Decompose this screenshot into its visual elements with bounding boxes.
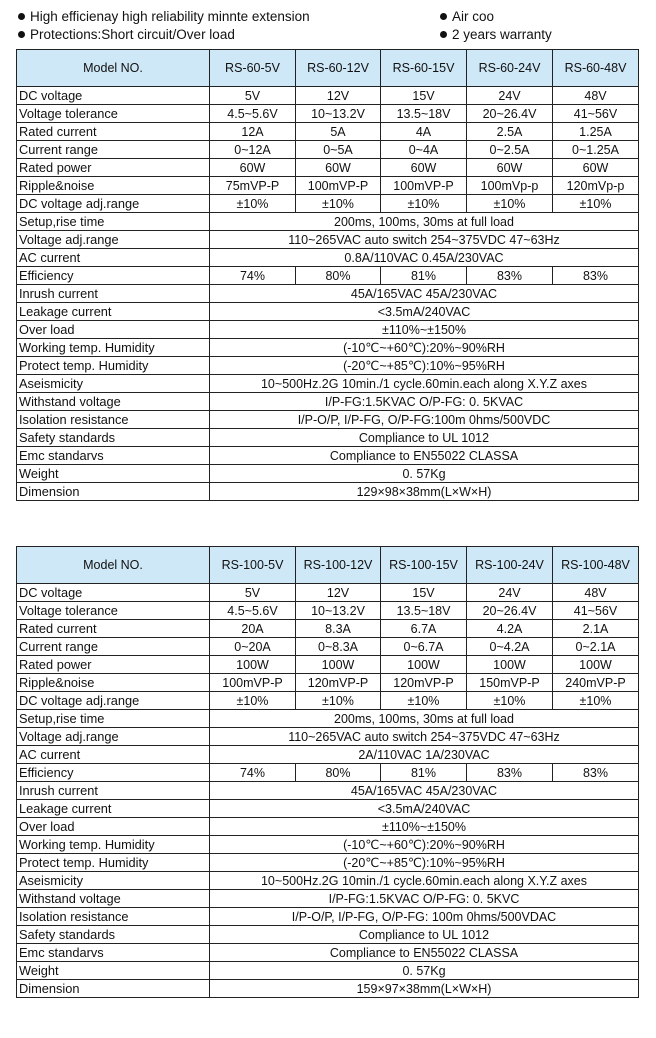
bullet-row xyxy=(18,8,638,26)
header-row xyxy=(17,547,639,584)
cell-value: 20~26.4V xyxy=(467,602,553,620)
cell-value: 0~2.5A xyxy=(467,141,553,159)
spec-table-body xyxy=(17,50,639,501)
cell-value: 0~5A xyxy=(296,141,381,159)
cell-value: ±10% xyxy=(210,692,296,710)
row-label: Aseismicity xyxy=(17,375,210,393)
table-row xyxy=(17,249,639,267)
cell-value: 4.5~5.6V xyxy=(210,602,296,620)
table-row xyxy=(17,620,639,638)
cell-value: 0~12A xyxy=(210,141,296,159)
cell-value: 5V xyxy=(210,584,296,602)
cell-value: 120mVP-P xyxy=(381,674,467,692)
table-row xyxy=(17,746,639,764)
model-name: RS-60-5V xyxy=(210,50,296,87)
row-label: DC voltage xyxy=(17,584,210,602)
cell-value-span: Compliance to UL 1012 xyxy=(210,926,639,944)
table-row xyxy=(17,728,639,746)
cell-value-span: (-10℃~+60℃):20%~90%RH xyxy=(210,836,639,854)
cell-value: 120mVp-p xyxy=(553,177,639,195)
cell-value: 4.5~5.6V xyxy=(210,105,296,123)
cell-value: 10~13.2V xyxy=(296,105,381,123)
cell-value: 5V xyxy=(210,87,296,105)
cell-value: 0~1.25A xyxy=(553,141,639,159)
header-model-no: Model NO. xyxy=(17,547,210,584)
cell-value-span: 10~500Hz.2G 10min./1 cycle.60min.each along X.Y.Z axes xyxy=(210,375,639,393)
bullet-icon xyxy=(18,31,25,38)
table-row xyxy=(17,782,639,800)
table-row xyxy=(17,890,639,908)
row-label: Voltage adj.range xyxy=(17,728,210,746)
model-name: RS-100-12V xyxy=(296,547,381,584)
table-row xyxy=(17,692,639,710)
table-row xyxy=(17,710,639,728)
table-row xyxy=(17,908,639,926)
model-name: RS-60-24V xyxy=(467,50,553,87)
bullet-item xyxy=(18,26,440,44)
cell-value: ±10% xyxy=(210,195,296,213)
cell-value: 6.7A xyxy=(381,620,467,638)
table-row xyxy=(17,944,639,962)
model-name: RS-60-12V xyxy=(296,50,381,87)
row-label: Dimension xyxy=(17,483,210,501)
cell-value: 83% xyxy=(467,267,553,285)
header-model-no: Model NO. xyxy=(17,50,210,87)
row-label: Ripple&noise xyxy=(17,674,210,692)
cell-value: 80% xyxy=(296,764,381,782)
cell-value: ±10% xyxy=(381,195,467,213)
cell-value-span: 0. 57Kg xyxy=(210,465,639,483)
table-row xyxy=(17,962,639,980)
cell-value: 24V xyxy=(467,87,553,105)
bullet-row xyxy=(18,26,638,44)
cell-value-span: <3.5mA/240VAC xyxy=(210,303,639,321)
cell-value-span: <3.5mA/240VAC xyxy=(210,800,639,818)
cell-value: ±10% xyxy=(296,195,381,213)
row-label: Setup,rise time xyxy=(17,710,210,728)
cell-value: 60W xyxy=(467,159,553,177)
table-row xyxy=(17,339,639,357)
row-label: Inrush current xyxy=(17,782,210,800)
row-label: Protect temp. Humidity xyxy=(17,854,210,872)
row-label: Over load xyxy=(17,321,210,339)
cell-value: 150mVP-P xyxy=(467,674,553,692)
row-label: Weight xyxy=(17,962,210,980)
table-row xyxy=(17,674,639,692)
cell-value-span: ±110%~±150% xyxy=(210,818,639,836)
cell-value: 24V xyxy=(467,584,553,602)
cell-value: 74% xyxy=(210,764,296,782)
row-label: Over load xyxy=(17,818,210,836)
cell-value: 41~56V xyxy=(553,105,639,123)
cell-value-span: 110~265VAC auto switch 254~375VDC 47~63Hz xyxy=(210,231,639,249)
table-row xyxy=(17,800,639,818)
table-row xyxy=(17,836,639,854)
cell-value: 0~2.1A xyxy=(553,638,639,656)
cell-value: 5A xyxy=(296,123,381,141)
cell-value: 20A xyxy=(210,620,296,638)
cell-value: 48V xyxy=(553,584,639,602)
cell-value-span: I/P-FG:1.5KVAC O/P-FG: 0. 5KVC xyxy=(210,890,639,908)
cell-value-span: (-10℃~+60℃):20%~90%RH xyxy=(210,339,639,357)
row-label: Ripple&noise xyxy=(17,177,210,195)
model-name: RS-100-48V xyxy=(553,547,639,584)
row-label: DC voltage adj.range xyxy=(17,692,210,710)
cell-value: 100W xyxy=(467,656,553,674)
feature-bullets xyxy=(18,8,638,44)
bullet-icon xyxy=(18,13,25,20)
table-row xyxy=(17,429,639,447)
cell-value-span: Compliance to EN55022 CLASSA xyxy=(210,447,639,465)
table-row xyxy=(17,926,639,944)
cell-value: 8.3A xyxy=(296,620,381,638)
cell-value: 81% xyxy=(381,267,467,285)
table-row xyxy=(17,213,639,231)
bullet-text: 2 years warranty xyxy=(452,27,552,42)
cell-value: 0~6.7A xyxy=(381,638,467,656)
row-label: Safety standards xyxy=(17,429,210,447)
cell-value-span: 110~265VAC auto switch 254~375VDC 47~63Hz xyxy=(210,728,639,746)
row-label: Protect temp. Humidity xyxy=(17,357,210,375)
cell-value-span: 129×98×38mm(L×W×H) xyxy=(210,483,639,501)
model-name: RS-60-15V xyxy=(381,50,467,87)
table-row xyxy=(17,447,639,465)
model-name: RS-100-15V xyxy=(381,547,467,584)
cell-value: 0~20A xyxy=(210,638,296,656)
bullet-icon xyxy=(440,13,447,20)
table-row xyxy=(17,159,639,177)
table-row xyxy=(17,854,639,872)
cell-value: 0~8.3A xyxy=(296,638,381,656)
cell-value: 100mVp-p xyxy=(467,177,553,195)
row-label: Emc standarvs xyxy=(17,447,210,465)
row-label: DC voltage xyxy=(17,87,210,105)
row-label: Isolation resistance xyxy=(17,908,210,926)
cell-value: 74% xyxy=(210,267,296,285)
row-label: Working temp. Humidity xyxy=(17,339,210,357)
header-row xyxy=(17,50,639,87)
row-label: Efficiency xyxy=(17,764,210,782)
model-name: RS-100-5V xyxy=(210,547,296,584)
cell-value-span: Compliance to EN55022 CLASSA xyxy=(210,944,639,962)
cell-value: 2.5A xyxy=(467,123,553,141)
row-label: Current range xyxy=(17,141,210,159)
cell-value-span: 200ms, 100ms, 30ms at full load xyxy=(210,213,639,231)
cell-value: 20~26.4V xyxy=(467,105,553,123)
row-label: Weight xyxy=(17,465,210,483)
cell-value: 41~56V xyxy=(553,602,639,620)
cell-value-span: 159×97×38mm(L×W×H) xyxy=(210,980,639,998)
bullet-item xyxy=(18,8,440,26)
table-row xyxy=(17,141,639,159)
row-label: Dimension xyxy=(17,980,210,998)
cell-value: 10~13.2V xyxy=(296,602,381,620)
table-row xyxy=(17,87,639,105)
table-row xyxy=(17,267,639,285)
model-name: RS-60-48V xyxy=(553,50,639,87)
table-row xyxy=(17,483,639,501)
table-row xyxy=(17,195,639,213)
cell-value: 100W xyxy=(381,656,467,674)
cell-value: 1.25A xyxy=(553,123,639,141)
table-row xyxy=(17,357,639,375)
table-row xyxy=(17,764,639,782)
row-label: Rated current xyxy=(17,123,210,141)
table-row xyxy=(17,818,639,836)
cell-value: 12A xyxy=(210,123,296,141)
cell-value: 81% xyxy=(381,764,467,782)
cell-value: 15V xyxy=(381,584,467,602)
cell-value: 83% xyxy=(553,267,639,285)
table-row xyxy=(17,321,639,339)
cell-value-span: 0. 57Kg xyxy=(210,962,639,980)
cell-value: 4.2A xyxy=(467,620,553,638)
bullet-text: Air coo xyxy=(452,9,495,24)
row-label: Voltage tolerance xyxy=(17,602,210,620)
cell-value: 12V xyxy=(296,584,381,602)
cell-value-span: 0.8A/110VAC 0.45A/230VAC xyxy=(210,249,639,267)
table-row xyxy=(17,465,639,483)
cell-value: 2.1A xyxy=(553,620,639,638)
row-label: Efficiency xyxy=(17,267,210,285)
cell-value: ±10% xyxy=(467,195,553,213)
cell-value: 75mVP-P xyxy=(210,177,296,195)
cell-value: 0~4.2A xyxy=(467,638,553,656)
cell-value: 60W xyxy=(553,159,639,177)
table-row xyxy=(17,980,639,998)
table-row xyxy=(17,123,639,141)
cell-value-span: Compliance to UL 1012 xyxy=(210,429,639,447)
table-row xyxy=(17,602,639,620)
spec-table-body xyxy=(17,547,639,998)
row-label: Leakage current xyxy=(17,800,210,818)
cell-value-span: (-20℃~+85℃):10%~95%RH xyxy=(210,854,639,872)
cell-value: ±10% xyxy=(553,195,639,213)
cell-value: 0~4A xyxy=(381,141,467,159)
row-label: DC voltage adj.range xyxy=(17,195,210,213)
table-row xyxy=(17,231,639,249)
row-label: Voltage tolerance xyxy=(17,105,210,123)
cell-value-span: 45A/165VAC 45A/230VAC xyxy=(210,782,639,800)
cell-value: 12V xyxy=(296,87,381,105)
bullet-text: Protections:Short circuit/Over load xyxy=(30,27,235,42)
row-label: AC current xyxy=(17,249,210,267)
table-row xyxy=(17,584,639,602)
cell-value-span: 10~500Hz.2G 10min./1 cycle.60min.each along X.Y.Z axes xyxy=(210,872,639,890)
row-label: Leakage current xyxy=(17,303,210,321)
cell-value: 60W xyxy=(381,159,467,177)
table-row xyxy=(17,303,639,321)
row-label: Rated power xyxy=(17,656,210,674)
bullet-icon xyxy=(440,31,447,38)
cell-value-span: I/P-O/P, I/P-FG, O/P-FG:100m 0hms/500VDC xyxy=(210,411,639,429)
row-label: Isolation resistance xyxy=(17,411,210,429)
table-row xyxy=(17,393,639,411)
cell-value: ±10% xyxy=(467,692,553,710)
cell-value: 100W xyxy=(296,656,381,674)
cell-value-span: 200ms, 100ms, 30ms at full load xyxy=(210,710,639,728)
cell-value: 100mVP-P xyxy=(381,177,467,195)
row-label: Setup,rise time xyxy=(17,213,210,231)
cell-value: 240mVP-P xyxy=(553,674,639,692)
cell-value-span: ±110%~±150% xyxy=(210,321,639,339)
row-label: Emc standarvs xyxy=(17,944,210,962)
row-label: Safety standards xyxy=(17,926,210,944)
cell-value: 13.5~18V xyxy=(381,105,467,123)
table-row xyxy=(17,177,639,195)
cell-value: ±10% xyxy=(296,692,381,710)
table-row xyxy=(17,285,639,303)
row-label: Rated power xyxy=(17,159,210,177)
table-row xyxy=(17,656,639,674)
cell-value-span: I/P-FG:1.5KVAC O/P-FG: 0. 5KVAC xyxy=(210,393,639,411)
cell-value: 80% xyxy=(296,267,381,285)
spec-table-rs-60 xyxy=(16,49,639,501)
table-row xyxy=(17,638,639,656)
row-label: Current range xyxy=(17,638,210,656)
cell-value: 100mVP-P xyxy=(210,674,296,692)
row-label: AC current xyxy=(17,746,210,764)
cell-value: ±10% xyxy=(553,692,639,710)
cell-value: 48V xyxy=(553,87,639,105)
row-label: Withstand voltage xyxy=(17,890,210,908)
cell-value: 83% xyxy=(553,764,639,782)
cell-value: 120mVP-P xyxy=(296,674,381,692)
table-row xyxy=(17,411,639,429)
bullet-item xyxy=(440,26,552,44)
cell-value-span: (-20℃~+85℃):10%~95%RH xyxy=(210,357,639,375)
cell-value: 83% xyxy=(467,764,553,782)
cell-value-span: 45A/165VAC 45A/230VAC xyxy=(210,285,639,303)
cell-value-span: 2A/110VAC 1A/230VAC xyxy=(210,746,639,764)
cell-value: 60W xyxy=(210,159,296,177)
cell-value: ±10% xyxy=(381,692,467,710)
cell-value: 13.5~18V xyxy=(381,602,467,620)
row-label: Rated current xyxy=(17,620,210,638)
cell-value: 60W xyxy=(296,159,381,177)
row-label: Withstand voltage xyxy=(17,393,210,411)
table-row xyxy=(17,105,639,123)
row-label: Voltage adj.range xyxy=(17,231,210,249)
table-row xyxy=(17,375,639,393)
cell-value-span: I/P-O/P, I/P-FG, O/P-FG: 100m 0hms/500VDAC xyxy=(210,908,639,926)
table-row xyxy=(17,872,639,890)
row-label: Working temp. Humidity xyxy=(17,836,210,854)
model-name: RS-100-24V xyxy=(467,547,553,584)
cell-value: 100W xyxy=(210,656,296,674)
cell-value: 100mVP-P xyxy=(296,177,381,195)
spec-table-rs-100 xyxy=(16,546,639,998)
row-label: Inrush current xyxy=(17,285,210,303)
cell-value: 15V xyxy=(381,87,467,105)
cell-value: 4A xyxy=(381,123,467,141)
bullet-text: High efficienay high reliability minnte extension xyxy=(30,9,310,24)
bullet-item xyxy=(440,8,494,26)
cell-value: 100W xyxy=(553,656,639,674)
row-label: Aseismicity xyxy=(17,872,210,890)
